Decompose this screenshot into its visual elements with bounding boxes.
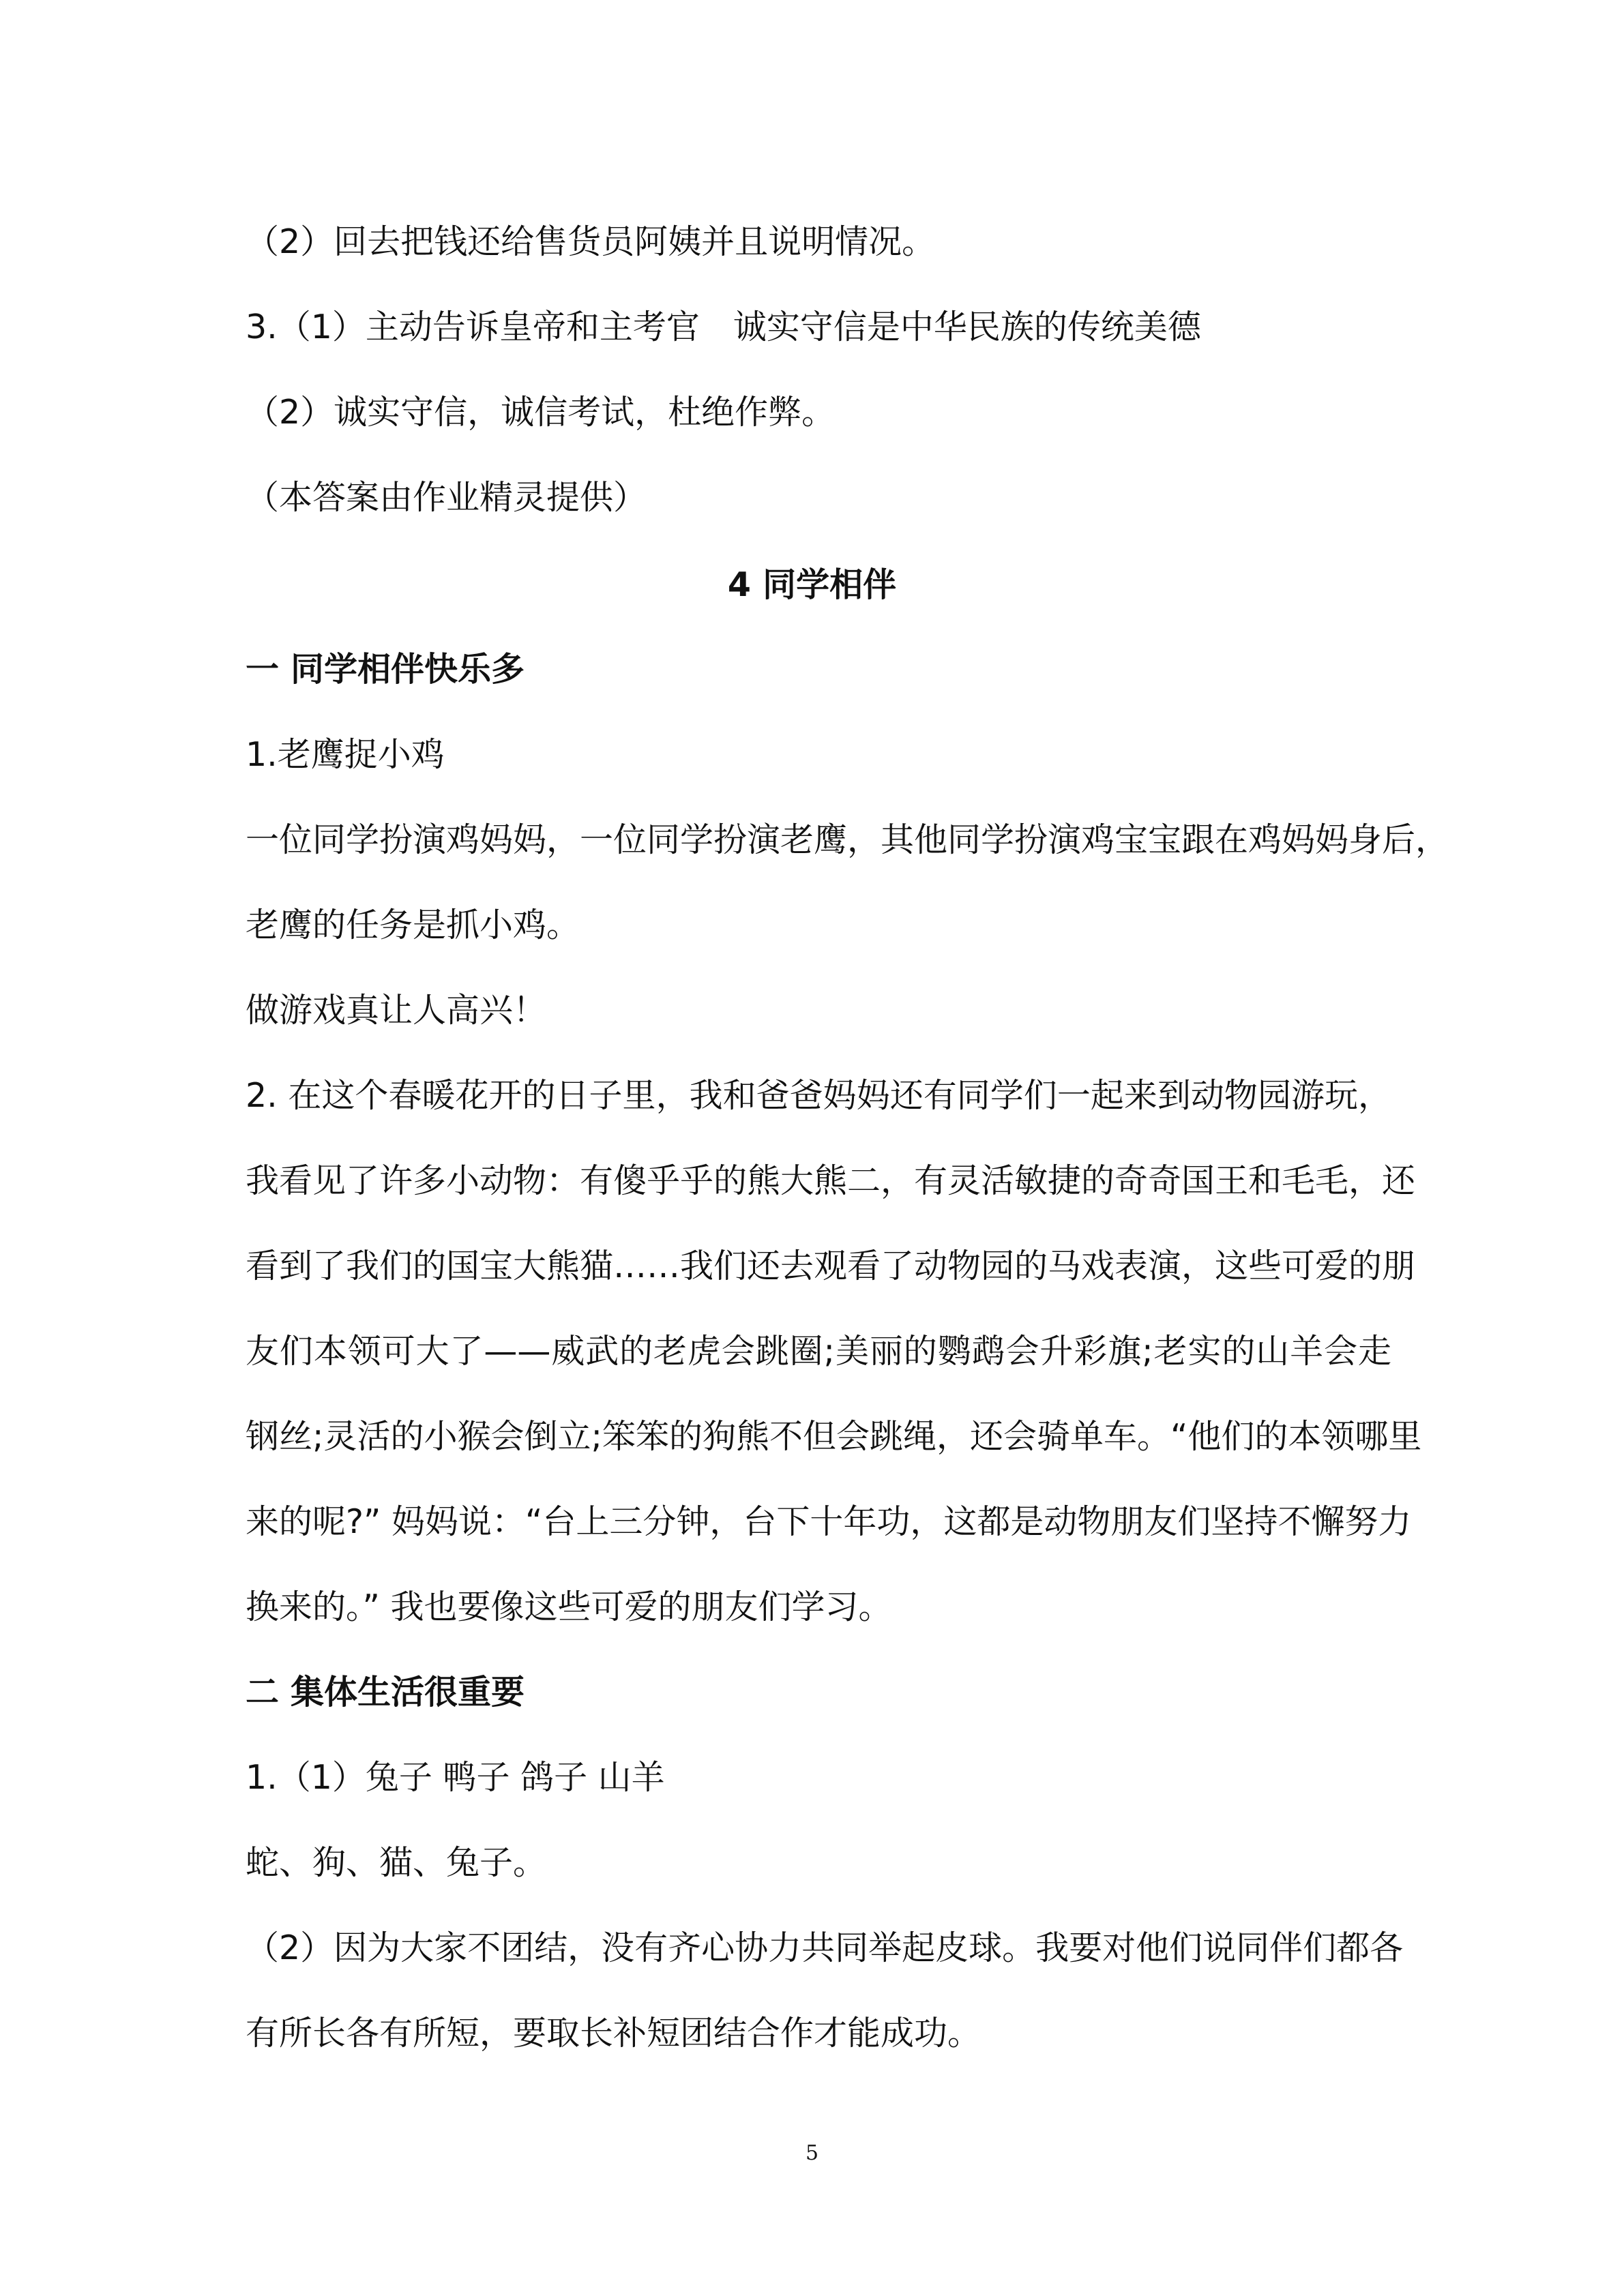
answer-line-q3-1: 3.（1）主动告诉皇帝和主考官 诚实守信是中华民族的传统美德 (246, 308, 1201, 346)
item2-body-line: 友们本领可大了——威武的老虎会跳圈;美丽的鹦鹉会升彩旗;老实的山羊会走 (246, 1332, 1391, 1371)
item2-body-line: 来的呢?” 妈妈说：“台上三分钟，台下十年功，这都是动物朋友们坚持不懈努力 (246, 1502, 1412, 1541)
part2-animals: 蛇、狗、猫、兔子。 (246, 1843, 547, 1882)
part2-item2-line: （2）因为大家不团结，没有齐心协力共同举起皮球。我要对他们说同伴们都各 (246, 1928, 1404, 1967)
item1-body-line: 老鹰的任务是抓小鸡。 (246, 906, 580, 944)
section-title: 4 同学相伴 (727, 565, 897, 604)
answer-line-q3-2: （2）诚实守信，诚信考试，杜绝作弊。 (246, 393, 836, 432)
item2-body-line: 我看见了许多小动物：有傻乎乎的熊大熊二，有灵活敏捷的奇奇国王和毛毛，还 (246, 1161, 1416, 1200)
item1-body-line: 一位同学扮演鸡妈妈，一位同学扮演老鹰，其他同学扮演鸡宝宝跟在鸡妈妈身后， (246, 820, 1449, 859)
item2-body-line: 看到了我们的国宝大熊猫……我们还去观看了动物园的马戏表演，这些可爱的朋 (246, 1247, 1416, 1285)
item2-body-line: 2. 在这个春暖花开的日子里，我和爸爸妈妈还有同学们一起来到动物园游玩， (246, 1076, 1391, 1115)
item1-title: 1.老鹰捉小鸡 (246, 735, 445, 774)
page-number: 5 (805, 2141, 819, 2165)
part2-item2-line: 有所长各有所短，要取长补短团结合作才能成功。 (246, 2014, 981, 2053)
item1-end: 做游戏真让人高兴！ (246, 991, 547, 1030)
item2-body-line: 钢丝;灵活的小猴会倒立;笨笨的狗熊不但会跳绳，还会骑单车。“他们的本领哪里 (246, 1417, 1422, 1456)
item2-body-line: 换来的。” 我也要像这些可爱的朋友们学习。 (246, 1587, 892, 1626)
answer-line-return-money: （2）回去把钱还给售货员阿姨并且说明情况。 (246, 222, 936, 261)
part1-heading: 一 同学相伴快乐多 (246, 650, 525, 689)
answer-source-note: （本答案由作业精灵提供） (246, 478, 647, 517)
part2-item1: 1.（1）兔子 鸭子 鸽子 山羊 (246, 1758, 665, 1797)
part2-heading: 二 集体生活很重要 (246, 1673, 525, 1712)
